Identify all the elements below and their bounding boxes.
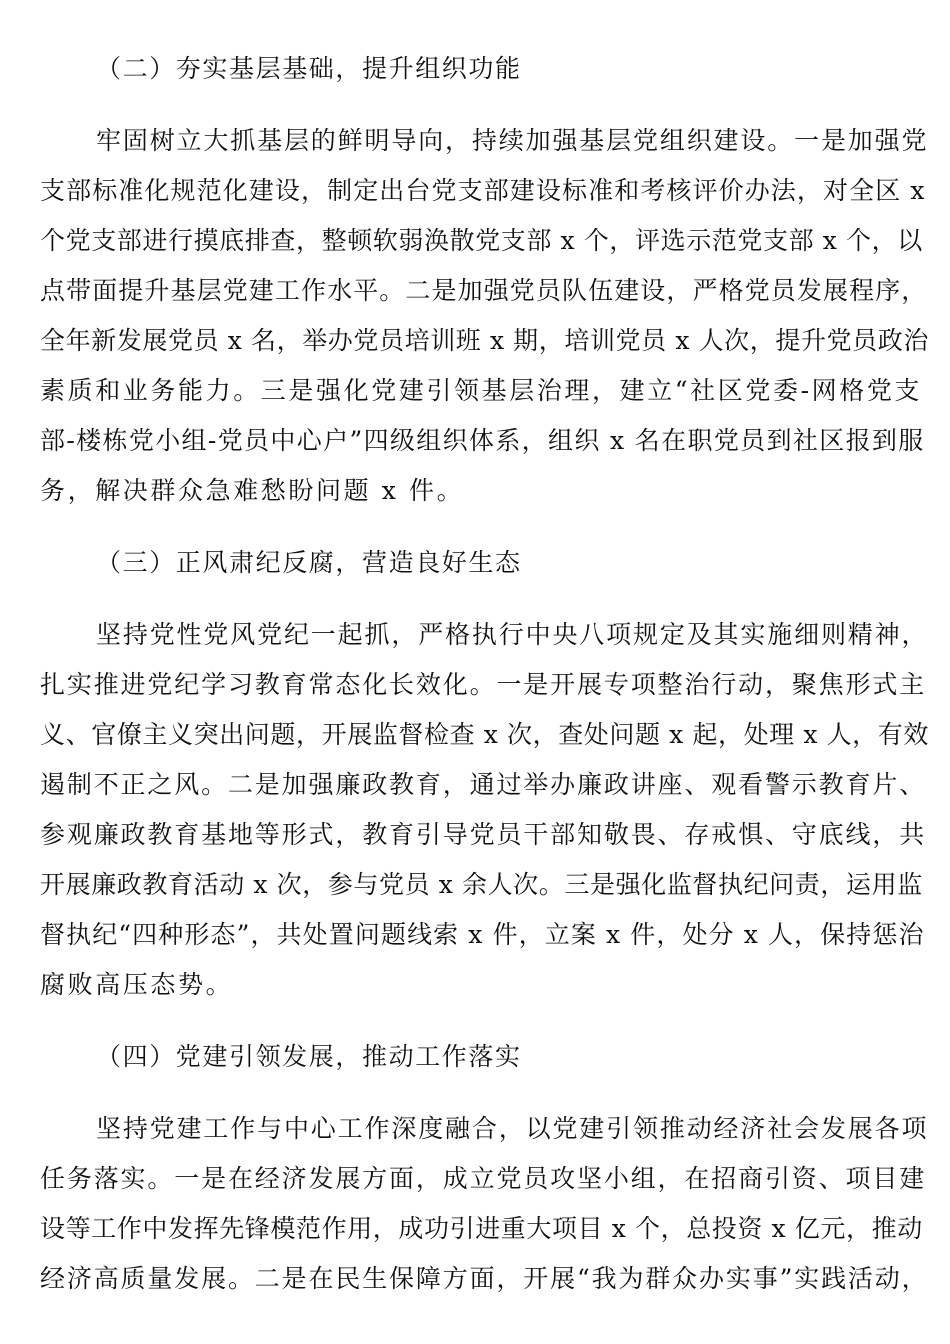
paragraph-line: 坚持党性党风党纪一起抓，严格执行中央八项规定及其实施细则精神， xyxy=(96,620,929,649)
paragraph-line: 支部标准化规范化建设，制定出台党支部建设标准和考核评价办法，对全区 x xyxy=(40,176,926,205)
paragraph-line: 部-楼栋党小组-党员中心户”四级组织体系，组织 x 名在职党员到社区报到服 xyxy=(40,426,925,455)
paragraph-line: 全年新发展党员 x 名，举办党员培训班 x 期，培训党员 x 人次，提升党员政治 xyxy=(40,326,929,355)
paragraph-line: 扎实推进党纪学习教育常态化长效化。一是开展专项整治行动，聚焦形式主 xyxy=(40,670,927,699)
section-heading: （三）正风肃纪反腐，营造良好生态 xyxy=(96,548,522,577)
paragraph-line: 参观廉政教育基地等形式，教育引导党员干部知敬畏、存戒惧、守底线，共 xyxy=(40,820,927,849)
paragraph-line: 遏制不正之风。二是加强廉政教育，通过举办廉政讲座、观看警示教育片、 xyxy=(40,770,927,799)
section-heading: （四）党建引领发展，推动工作落实 xyxy=(96,1042,522,1071)
paragraph-line: 义、官僚主义突出问题，开展监督检查 x 次，查处问题 x 起，处理 x 人，有效 xyxy=(40,720,929,749)
paragraph-line: 点带面提升基层党建工作水平。二是加强党员队伍建设，严格党员发展程序， xyxy=(40,276,928,305)
paragraph-line: 任务落实。一是在经济发展方面，成立党员攻坚小组，在招商引资、项目建 xyxy=(40,1164,927,1193)
section-heading: （二）夯实基层基础，提升组织功能 xyxy=(96,54,522,83)
paragraph-line: 个党支部进行摸底排查，整顿软弱涣散党支部 x 个，评选示范党支部 x 个，以 xyxy=(40,226,923,255)
paragraph-line: 督执纪“四种形态”，共处置问题线索 x 件，立案 x 件，处分 x 人，保持惩治 xyxy=(40,920,925,949)
paragraph-line: 牢固树立大抓基层的鲜明导向，持续加强基层党组织建设。一是加强党 xyxy=(96,126,929,155)
paragraph-line: 务，解决群众急难愁盼问题 x 件。 xyxy=(40,476,465,505)
paragraph-line: 素质和业务能力。三是强化党建引领基层治理，建立“社区党委-网格党支 xyxy=(40,376,923,405)
paragraph-line: 坚持党建工作与中心工作深度融合，以党建引领推动经济社会发展各项 xyxy=(96,1114,929,1143)
paragraph-line: 设等工作中发挥先锋模范作用，成功引进重大项目 x 个，总投资 x 亿元，推动 xyxy=(40,1214,923,1243)
paragraph-line: 腐败高压态势。 xyxy=(40,970,234,999)
paragraph-line: 经济高质量发展。二是在民生保障方面，开展“我为群众办实事”实践活动， xyxy=(40,1264,929,1293)
paragraph-line: 开展廉政教育活动 x 次，参与党员 x 余人次。三是强化监督执纪问责，运用监 xyxy=(40,870,923,899)
